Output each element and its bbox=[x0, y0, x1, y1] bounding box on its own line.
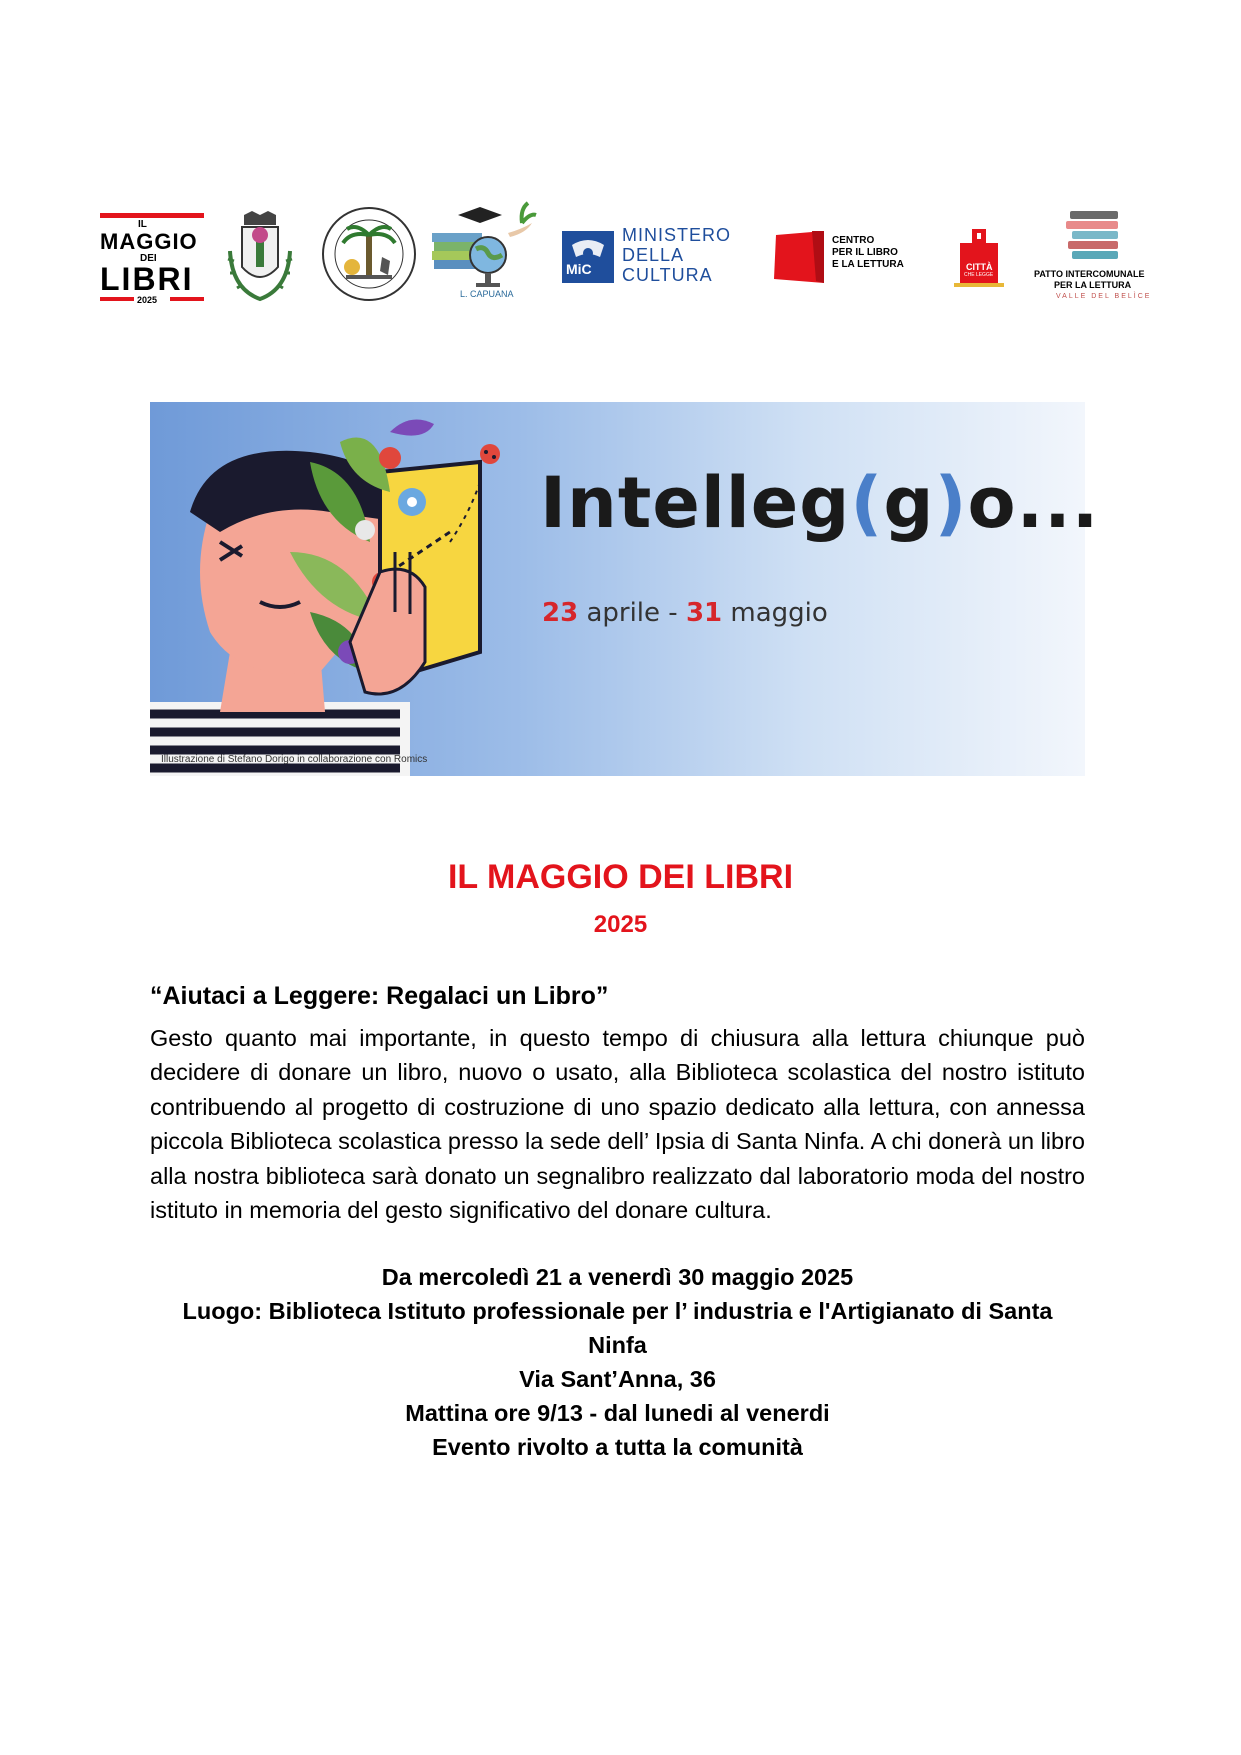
event-banner bbox=[150, 402, 1100, 776]
coat-of-arms-icon bbox=[222, 211, 298, 307]
capuana-logo bbox=[430, 199, 540, 303]
patto-line3: VALLE DEL BELÌCE bbox=[1056, 293, 1152, 300]
book-stack-icon bbox=[1064, 209, 1124, 267]
banner-dates bbox=[542, 598, 828, 628]
citta-line2: CHE LEGGE bbox=[964, 272, 994, 278]
logo-maggio-line3: DEI bbox=[140, 253, 157, 264]
page-year: 2025 bbox=[593, 911, 648, 938]
books-globe-icon bbox=[430, 199, 540, 291]
logo-maggio-line2: MAGGIO bbox=[100, 229, 198, 254]
centro-line3: E LA LETTURA bbox=[832, 259, 904, 270]
event-audience: Evento rivolto a tutta la comunità bbox=[432, 1434, 803, 1460]
logo-maggio-line4: LIBRI bbox=[100, 261, 194, 297]
illustration-credit: Illustrazione di Stefano Dorigo in collaborazione con Romics bbox=[161, 754, 428, 765]
event-dates: Da mercoledì 21 a venerdì 30 maggio 2025 bbox=[381, 1264, 854, 1290]
date-start-month: aprile - bbox=[578, 598, 686, 628]
ministero-cultura-logo bbox=[562, 225, 738, 287]
banner-title-paren-open: ( bbox=[850, 462, 884, 544]
centro-line2: PER IL LIBRO bbox=[832, 247, 898, 258]
capuana-caption: L. CAPUANA bbox=[460, 289, 514, 299]
date-end-num: 31 bbox=[685, 598, 723, 628]
reader-illustration bbox=[150, 402, 1085, 776]
mic-badge: MiC bbox=[566, 261, 592, 277]
body-paragraph: Gesto quanto mai importante, in questo tempo di chiusura alla lettura chiunque può decidere di donare un libro, nuovo o usato, alla Biblioteca scolastica del nostro istituto contribuendo al progetto di costruzione di uno spazio dedicato alla lettura, con annessa piccola Biblioteca scolastica presso la sede dell’ Ipsia di Santa Ninfa. A chi donerà un libro alla nostra biblioteca sarà donato un segnalibro realizzato dal laboratorio moda del nostro istituto in memoria del gesto significativo del donare cultura. bbox=[150, 1025, 1085, 1224]
event-address: Via Sant’Anna, 36 bbox=[519, 1366, 716, 1392]
logo-maggio-line5: 2025 bbox=[137, 295, 158, 305]
city-tower-icon bbox=[950, 229, 1006, 291]
school-seal-icon bbox=[320, 205, 418, 303]
patto-line1: PATTO INTERCOMUNALE bbox=[1034, 269, 1145, 279]
date-end-month: maggio bbox=[722, 598, 828, 628]
campaign-subtitle: “Aiutaci a Leggere: Regalaci un Libro” bbox=[150, 982, 609, 1010]
ministero-line1: MINISTERO bbox=[622, 225, 732, 245]
event-place: Luogo: Biblioteca Istituto professionale per l’ industria e l'Artigianato di Santa Ninfa bbox=[182, 1298, 1053, 1358]
event-hours: Mattina ore 9/13 - dal lunedi al venerdi bbox=[405, 1400, 830, 1426]
page-title: IL MAGGIO DEI LIBRI bbox=[447, 858, 794, 896]
maggio-dei-libri-logo bbox=[100, 213, 204, 305]
citta-che-legge-logo bbox=[950, 229, 1006, 291]
banner-title-paren-close: ) bbox=[934, 462, 968, 544]
logo-maggio-line1: IL bbox=[138, 219, 147, 230]
centro-line1: CENTRO bbox=[832, 235, 875, 246]
banner-title bbox=[540, 462, 1099, 544]
patto-intercomunale-logo bbox=[1034, 209, 1154, 305]
partner-logos bbox=[100, 205, 1160, 315]
centro-emblem-icon bbox=[772, 229, 828, 285]
banner-title-post: o... bbox=[967, 462, 1100, 544]
event-details bbox=[150, 1260, 1085, 1464]
centro-libro-logo bbox=[772, 229, 922, 289]
citta-line1: CITTÀ bbox=[966, 262, 993, 272]
ministero-line3: CULTURA bbox=[622, 265, 713, 285]
date-start-num: 23 bbox=[542, 598, 579, 628]
patto-line2: PER LA LETTURA bbox=[1054, 280, 1132, 290]
ministero-line2: DELLA bbox=[622, 245, 685, 265]
banner-title-g: g bbox=[883, 462, 935, 544]
banner-title-pre: Intelleg bbox=[540, 462, 851, 544]
